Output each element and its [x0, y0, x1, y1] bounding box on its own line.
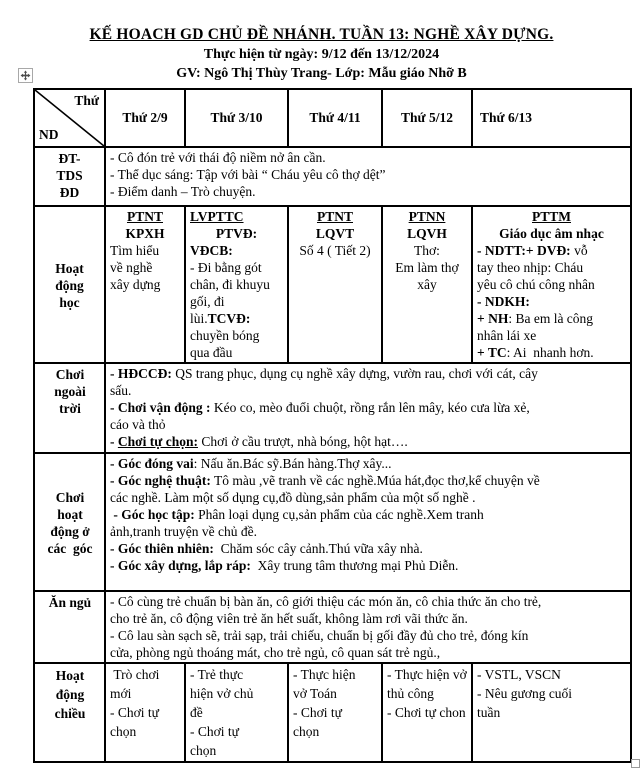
text-line: - Góc thiên nhiên: Chăm sóc cây cảnh.Thú vữa xây nhà.: [110, 541, 423, 556]
row-label[interactable]: [34, 663, 105, 762]
schedule-cell[interactable]: [382, 206, 472, 363]
table-row-hdh: [34, 206, 631, 363]
text-line: VĐCB:: [190, 243, 233, 258]
schedule-cell[interactable]: [105, 147, 631, 206]
text-line: ĐD: [59, 185, 80, 200]
day-header[interactable]: Thứ 5/12: [382, 89, 472, 147]
text-line: cửa, phòng ngủ thoáng mát, cho trẻ ngủ, cô quan sát trẻ ngủ.,: [110, 645, 441, 660]
text-line: ĐT-: [58, 151, 81, 166]
schedule-table: [33, 88, 632, 763]
text-line: trời: [59, 401, 81, 416]
text-line: các góc: [47, 540, 93, 556]
text-line: sấu.: [110, 383, 132, 398]
table-row-cnt: [34, 363, 631, 453]
schedule-cell[interactable]: [185, 206, 288, 363]
text-line: động ở: [50, 523, 90, 539]
date-range-line[interactable]: Thực hiện từ ngày: 9/12 đến 13/12/2024: [203, 47, 440, 62]
text-line: - Đi bằng gót: [190, 260, 262, 275]
four-way-arrow-icon: [20, 70, 31, 81]
text-line: cho trẻ ăn, cô động viên trẻ ăn hết suất, không làm rơi vãi thức ăn.: [110, 611, 468, 626]
text-line: Chơi: [55, 367, 85, 382]
schedule-cell[interactable]: [288, 663, 382, 762]
text-line: Hoạt: [55, 260, 84, 276]
text-line: KPXH: [125, 226, 165, 241]
schedule-cell[interactable]: [105, 206, 185, 363]
text-line: PTNT: [316, 209, 353, 224]
corner-cell[interactable]: [34, 89, 105, 147]
text-line: - Chơi tự chon: [387, 705, 466, 720]
text-line: cáo và thỏ: [110, 417, 166, 432]
text-line: chân, đi khuyu: [190, 277, 270, 292]
table-row-goc: [34, 453, 631, 591]
table-resize-handle[interactable]: [631, 759, 640, 768]
row-label[interactable]: [34, 206, 105, 363]
text-line: tay theo nhịp: Cháu: [477, 260, 584, 275]
text-line: PTTM: [532, 209, 571, 224]
text-line: TDS: [56, 168, 83, 183]
text-line: Ăn ngủ: [48, 595, 92, 610]
row-label[interactable]: [34, 147, 105, 206]
text-line: Chơi: [55, 489, 85, 505]
text-line: - Thực hiện: [293, 667, 356, 682]
text-line: Trò chơi: [110, 667, 160, 682]
schedule-cell[interactable]: [105, 363, 631, 453]
day-header[interactable]: Thứ 3/10: [185, 89, 288, 147]
text-line: - Chơi vận động : Kéo co, mèo đuổi chuột, rồng rắn lên mây, kéo cưa lừa xẻ,: [110, 400, 530, 415]
text-line: - Chơi tự: [190, 724, 239, 739]
schedule-cell[interactable]: [105, 663, 185, 762]
text-line: nhân lái xe: [477, 328, 537, 343]
table-row-hdc: [34, 663, 631, 762]
text-line: - Cô đón trẻ với thái độ niềm nở ân cần.: [110, 150, 326, 165]
text-line: hoạt: [57, 506, 83, 522]
text-line: ngoài: [54, 384, 86, 399]
table-row-dt: [34, 147, 631, 206]
text-line: tuần: [477, 705, 501, 720]
text-line: - Cô lau sàn sạch sẽ, trải sạp, trải chiếu, chuẩn bị gối đầy đủ cho trẻ, đóng kín: [110, 628, 529, 643]
text-line: chọn: [293, 724, 320, 739]
text-line: lùi.TCVĐ:: [190, 311, 251, 326]
table-move-handle[interactable]: [18, 68, 33, 83]
day-header[interactable]: Thứ 6/13: [472, 89, 631, 147]
text-line: - NDTT:+ DVĐ: vỗ: [477, 243, 588, 258]
text-line: - Góc xây dựng, lắp ráp: Xây trung tâm thương mại Phủ Diễn.: [110, 558, 459, 573]
text-line: - Thể dục sáng: Tập với bài “ Cháu yêu cô thợ dệt”: [110, 167, 386, 182]
text-line: - Góc học tập: Phân loại dụng cụ,sản phẩm của các nghề.Xem tranh: [113, 507, 484, 522]
schedule-cell[interactable]: [472, 206, 631, 363]
text-line: vở Toán: [293, 686, 337, 701]
day-header-row: [34, 89, 631, 147]
text-line: LQVH: [407, 226, 447, 241]
text-line: - HĐCCĐ: QS trang phục, dụng cụ nghề xây dựng, vườn rau, chơi với cát, cây: [110, 366, 538, 381]
row-label[interactable]: [34, 363, 105, 453]
text-line: - Trẻ thực: [190, 667, 244, 682]
text-line: LVPTTC: [190, 209, 244, 224]
schedule-cell[interactable]: [185, 663, 288, 762]
schedule-cell[interactable]: [472, 663, 631, 762]
text-line: PTVĐ:: [215, 226, 258, 241]
text-line: - Góc đóng vai: Nấu ăn.Bác sỹ.Bán hàng.Thợ xây...: [110, 456, 392, 471]
text-line: xây: [417, 277, 437, 292]
text-line: Số 4 ( Tiết 2): [299, 243, 371, 258]
text-line: Em làm thợ: [395, 260, 459, 275]
text-line: Thơ:: [414, 243, 440, 258]
text-line: đề: [190, 705, 203, 720]
text-line: - Cô cùng trẻ chuẩn bị bàn ăn, cô giới thiệu các món ăn, cô chia thức ăn cho trẻ,: [110, 594, 542, 609]
text-line: Giáo dục âm nhạc: [499, 226, 604, 241]
text-line: LQVT: [315, 226, 355, 241]
text-line: xây dựng: [110, 277, 161, 292]
row-label[interactable]: [34, 453, 105, 591]
page-title[interactable]: KẾ HOACH GD CHỦ ĐỀ NHÁNH. TUẦN 13: NGHỀ XÂY DỰNG.: [89, 26, 554, 43]
text-line: - Điểm danh – Trò chuyện.: [110, 184, 256, 199]
corner-label-day: Thứ: [74, 93, 99, 108]
schedule-cell[interactable]: [105, 453, 631, 591]
text-line: chiều: [54, 706, 86, 721]
text-line: gối, đi: [190, 294, 225, 309]
schedule-cell[interactable]: [288, 206, 382, 363]
corner-label-content: ND: [39, 127, 59, 142]
text-line: hiện vở chủ: [190, 686, 254, 701]
day-header[interactable]: Thứ 4/11: [288, 89, 382, 147]
text-line: - Chơi tự: [293, 705, 342, 720]
text-line: qua đầu: [190, 345, 233, 360]
table-row-an: [34, 591, 631, 663]
text-line: - Nêu gương cuối: [477, 686, 573, 701]
text-line: động: [55, 277, 84, 293]
text-line: mới: [110, 686, 132, 701]
text-line: - Thực hiện vở: [387, 667, 467, 682]
text-line: - Chơi tự chọn: Chơi ở cầu trượt, nhà bóng, hột hạt….: [110, 434, 408, 449]
text-line: Tìm hiểu: [110, 243, 160, 258]
row-label[interactable]: [34, 591, 105, 663]
text-line: học: [59, 294, 80, 310]
document-title-block: [0, 24, 643, 83]
text-line: về nghề: [110, 260, 153, 275]
text-line: - NDKH:: [477, 294, 530, 309]
text-line: chọn: [190, 743, 217, 758]
text-line: + NH: Ba em là công: [477, 311, 594, 326]
text-line: chọn: [110, 724, 137, 739]
text-line: động: [55, 687, 85, 702]
text-line: PTNN: [408, 209, 446, 224]
day-header[interactable]: Thứ 2/9: [105, 89, 185, 147]
schedule-cell[interactable]: [382, 663, 472, 762]
text-line: PTNT: [126, 209, 163, 224]
text-line: các nghề. Làm một số dụng cụ,đồ dùng,sản phẩm của một số nghề .: [110, 490, 476, 505]
text-line: - Chơi tự: [110, 705, 159, 720]
schedule-cell[interactable]: [105, 591, 631, 663]
text-line: yêu cô chú công nhân: [477, 277, 595, 292]
text-line: - Góc nghệ thuật: Tô màu ,vẽ tranh về các nghề.Múa hát,đọc thơ,kể chuyện về: [110, 473, 540, 488]
text-line: Hoạt: [55, 668, 85, 683]
text-line: + TC: Ai nhanh hơn.: [477, 345, 594, 360]
text-line: - VSTL, VSCN: [477, 667, 561, 682]
teacher-class-line[interactable]: GV: Ngô Thị Thùy Trang- Lớp: Mẫu giáo Nhỡ B: [176, 66, 467, 81]
text-line: thủ công: [387, 686, 434, 701]
text-line: chuyền bóng: [190, 328, 260, 343]
text-line: ảnh,tranh truyện về chủ đề.: [110, 524, 257, 539]
